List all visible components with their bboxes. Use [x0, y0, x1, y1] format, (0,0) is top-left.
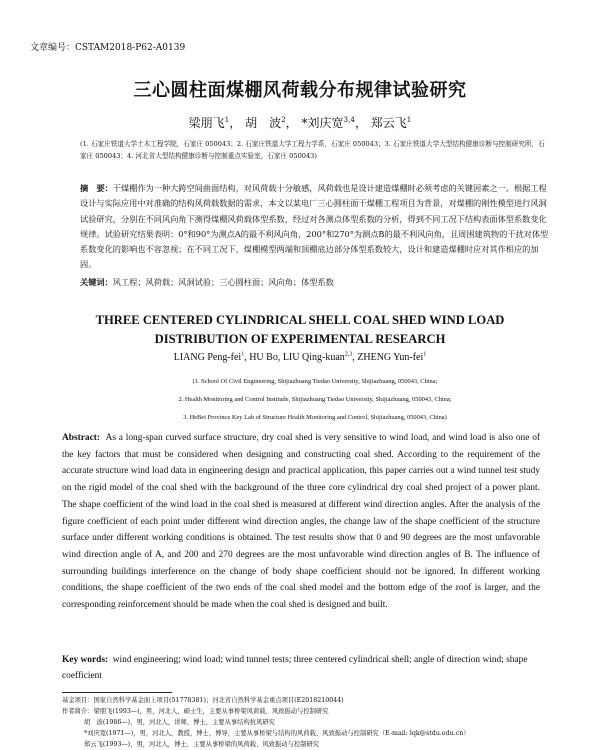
abstract-english: [62, 430, 540, 614]
footnote-author-3: *刘庆宽(1971—)，男，河北人，教授，博士，博导，主要从事桥梁与结构的风荷载、风致振动与控制研究（E-mail: lqk@stdu.edu.cn）: [84, 730, 470, 737]
affiliations-english: [80, 373, 550, 427]
abstract-chinese: [80, 181, 550, 273]
title-en-line-2: DISTRIBUTION OF EXPERIMENTAL RESEARCH: [154, 332, 446, 346]
title-english: [0, 311, 600, 349]
keywords-cn-text: 风工程；风荷载；风洞试验；三心圆柱面；风向角；体型系数: [112, 277, 334, 287]
footnote-author-2: 胡 波(1986—)，男，河北人，讲师，博士，主要从事结构抗风研究: [84, 719, 275, 726]
affiliation-en-1: (1. School Of Civil Engineering, Shijiazhuang Tiedao University, Shijiazhuang, 050043, China;: [192, 378, 438, 385]
affiliation-en-3: 3. HeBei Province Key Lab of Structure Health Monitoring and Control, Shijiazhuang, 050043, China): [183, 414, 447, 421]
author-cn-2: 胡 波$^2$: [245, 115, 286, 130]
author-en-3: LIU Qing-kuan$^{2,3}$: [282, 351, 353, 363]
title-en-line-1: THREE CENTERED CYLINDRICAL SHELL COAL SHED WIND LOAD: [95, 313, 505, 327]
abstract-en-label: Abstract:: [62, 433, 101, 443]
author-en-1: LIANG Peng-fei$^1$: [173, 351, 245, 363]
footnote-funding: 基金项目：国家自然科学基金面上项目(51778381)；河北省自然科学基金重点项目(E2018210044): [62, 697, 344, 704]
author-en-2: HU Bo: [249, 352, 278, 363]
keywords-en-label: Key words:: [62, 655, 109, 665]
author-en-4: ZHENG Yun-fei$^1$: [357, 351, 427, 363]
footnote-author-4: 郑云飞(1993—)，男，河北人，博士，主要从事桥梁的风荷载、风致振动与控制研究: [84, 741, 320, 748]
footnote-divider: [62, 692, 172, 693]
author-cn-4: 郑云飞$^1$: [370, 115, 412, 130]
author-cn-1: 梁朋飞$^1$: [188, 115, 230, 130]
affiliation-en-2: 2. Health Monitoring and Control Institude, Shijiazhuang Tiedao University, Shijiazhuang, 050043, China;: [178, 396, 452, 403]
abstract-en-text: As a long-span curved surface structure, dry coal shed is very sensitive to wind load, and wind load is also one of the key factors that must be considered when designing and constructing coal shed. According to the requirement of the accurate structure wind load data in engineering design and practical application, this paper carries out a wind tunnel test study on the rigid model of the coal shed with the background of the three core cylindrical dry coal shed project of a power plant. The shape coefficient of the wind load in the coal shed is measured at different wind direction angles. After the analysis of the figure coefficient of each point under different wind direction angles, the change law of the shape coefficient of the structure surface under different working conditions is obtained. The test results show that 0 and 90 degrees are the most unfavorable wind direction angle of A, and 200 and 270 degrees are the most unfavorable wind direction angles of B. The influence of surrounding buildings interference on the change of body shape coefficient should not be ignored. In different working conditions, the shape coefficient of the two ends of the coal shed model and the bottom edge of the roof is larger, and the corresponding reinforcement should be made when the coal shed is designed and built.: [62, 433, 541, 611]
abstract-cn-text: 干煤棚作为一种大跨空间曲面结构，对风荷载十分敏感，风荷载也是设计建造煤棚时必须考虑的关键因素之一。根据工程设计与实际应用中对准确的结构风荷载数据的需求，本文以某电厂三心圆柱面干煤棚工程项目为背景，对煤棚的刚性模型进行风洞试验研究，分别在不同风向角下测得煤棚风荷载体型系数，经过对各测点体型系数的分析，得到不同工况下结构表面体型系数变化规律。试验研究结果表明：0°和90°为测点A的最不利风向角，200°和270°为测点B的最不利风向角，且周围建筑物的干扰对体型系数变化的影响也不容忽视；在不同工况下，煤棚模型两端和顶棚底边部分体型系数较大，设计和建造煤棚时应对其作相应的加固。: [80, 183, 549, 270]
footnote-author-1: 作者简介：梁朋飞(1993—)，男，河北人，硕士生，主要从事桥梁风荷载、风致振动与控制研究: [62, 708, 329, 715]
authors-english: LIANG Peng-fei$^1$, HU Bo, LIU Qing-kuan$^{2,3}$, ZHENG Yun-fei$^1$: [173, 351, 427, 363]
keywords-chinese: [80, 277, 550, 288]
abstract-cn-label: 摘 要：: [80, 183, 113, 193]
title-chinese: 三心圆柱面煤棚风荷载分布规律试验研究: [133, 80, 467, 101]
keywords-english: [62, 652, 540, 684]
authors-chinese: 梁朋飞$^1$， 胡 波$^2$， *刘庆宽$^{3,4}$， 郑云飞$^1$: [188, 115, 412, 130]
affiliations-chinese: (1. 石家庄铁道大学土木工程学院，石家庄 050043；2. 石家庄铁道大学工程力学系，石家庄 050043；3. 石家庄铁道大学大型结构健康诊断与控制研究所，石家庄 050043；4. 河北省大型结构健康诊断与控制重点实验室，石家庄 050043): [80, 140, 545, 160]
author-cn-3: *刘庆宽$^{3,4}$: [301, 115, 355, 130]
keywords-en-text: wind engineering; wind load; wind tunnel tests; three centered cylindrical shell; angle of direction wind; shape coefficient: [62, 655, 528, 681]
footnotes: [62, 695, 562, 750]
article-number: 文章编号：CSTAM2018-P62-A0139: [30, 43, 186, 53]
keywords-cn-label: 关键词：: [80, 277, 113, 287]
